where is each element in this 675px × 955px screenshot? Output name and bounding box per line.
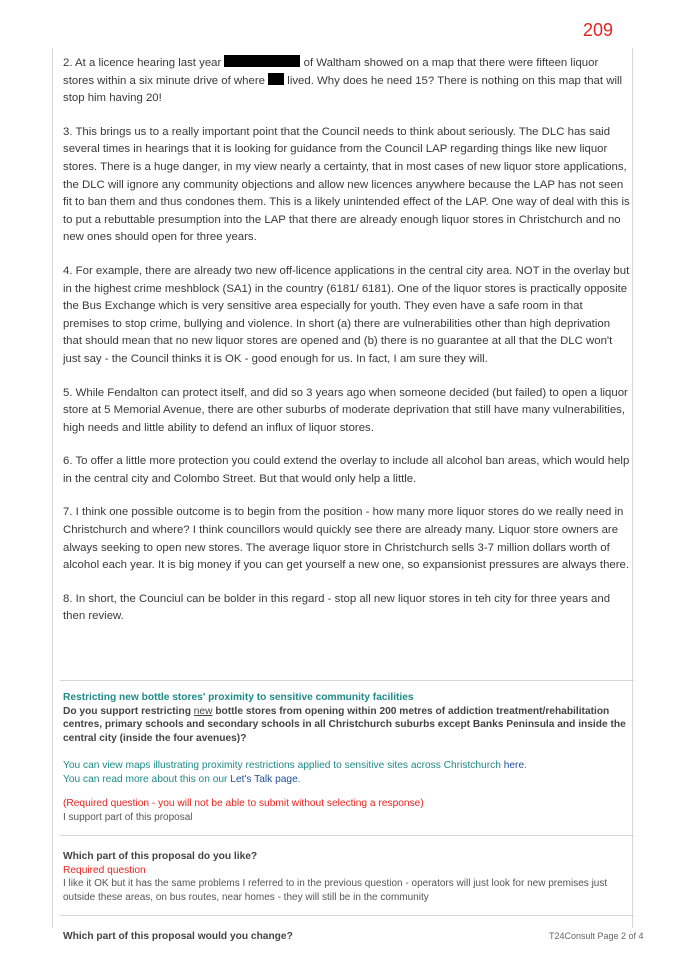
- redaction-box: [224, 55, 300, 67]
- lets-talk-link[interactable]: Let's Talk page: [230, 773, 298, 785]
- page-number: 209: [583, 20, 614, 40]
- paragraph-2-part-a: 2. At a licence hearing last year: [63, 57, 222, 69]
- response-answer: I support part of this proposal: [63, 811, 193, 823]
- right-border: [632, 48, 633, 928]
- lets-talk-info: You can read more about this on our Let's Talk page.: [63, 773, 301, 785]
- paragraph-4: 4. For example, there are already two new off-licence applications in the central city area. NOT in the overlay but in the highest crime meshblock (SA1) in the country (6181/ 6181). One of the liquor stores is practically opposite the Bus Exchange which is very sensitive area especially for youth. They even have a safe room in that premises to stop crime, bullying and violence. In short (a) there are vulnerabilities other than high deprivation that should mean that no new liquor stores are opened and (b) there is no guarantee at all that the DLC won't just say - the Council thinks it is OK - good enough for us. In fact, I am sure they will.: [63, 264, 630, 365]
- redaction-box: [268, 73, 284, 85]
- maps-here-link[interactable]: here: [503, 760, 525, 772]
- paragraph-2-part-b: of Waltham showed on a map that there were fifteen liquor stores within a six minute drive of where: [63, 57, 599, 87]
- submission-content: [63, 55, 631, 944]
- question-change: [63, 916, 631, 944]
- paragraph-2: [63, 55, 631, 108]
- question-title: Which part of this proposal do you like?: [63, 851, 258, 863]
- question-text: Do you support restricting new bottle stores from opening within 200 metres of addiction treatment/rehabilitation centres, primary schools and secondary schools in all Christchurch suburbs except Banks Peninsula and inside the central city (inside the four avenues)?: [63, 705, 626, 744]
- response-answer: I like it OK but it has the same problems I referred to in the previous question - operators will just look for new premises just outside these areas, on bus routes, near homes - they will still be in the community: [63, 878, 608, 903]
- paragraph-3: 3. This brings us to a really important point that the Council needs to think about seriously. The DLC has said several times in hearings that it is looking for guidance from the Council LAP regarding things like new liquor stores. There is a huge danger, in my view nearly a certainty, that in most cases of new liquor store applications, the DLC will ignore any community objections and allow new licences anywhere because the LAP has not seen fit to ban them and thus condones them. This is a likely unintended effect of the LAP. One way of deal with this is to put a rebuttable presumption into the LAP that there are already enough liquor stores in Christchurch and no new ones should open for three years.: [63, 125, 630, 244]
- question-proximity: [63, 692, 631, 824]
- paragraph-7: 7. I think one possible outcome is to begin from the position - how many more liquor stores do we really need in Christchurch and where? I think councillors would quickly see there are already many. Liquor store owners are always seeking to open new stores. The average liquor store in Christchurch sells 3-7 million dollars worth of alcohol each year. It is big money if you can get yourself a new one, so expansionist pressures are always there.: [63, 506, 630, 572]
- paragraph-6: 6. To offer a little more protection you could extend the overlay to include all alcohol ban areas, which would help in the central city and Colombo Street. But that would only help a little.: [63, 455, 630, 485]
- required-label: Required question: [63, 864, 146, 876]
- maps-info: You can view maps illustrating proximity restrictions applied to sensitive sites across Christchurch here.: [63, 760, 527, 772]
- question-title: Which part of this proposal would you change?: [63, 931, 293, 943]
- paragraph-5: 5. While Fendalton can protect itself, and did so 3 years ago when someone decided (but failed) to open a liquor store at 5 Memorial Avenue, there are other suburbs of moderate deprivation that still have many vulnerabilities, high needs and little ability to defend an influx of liquor stores.: [63, 386, 628, 434]
- question-title: Restricting new bottle stores' proximity to sensitive community facilities: [63, 692, 414, 704]
- section-divider: [60, 680, 634, 681]
- question-like: [63, 836, 631, 904]
- paragraph-2-part-c: lived. Why does he need 15? There is nothing on this map that will stop him having 20!: [63, 74, 623, 105]
- required-note: (Required question - you will not be able to submit without selecting a response): [63, 798, 424, 810]
- paragraph-8: 8. In short, the Counciul can be bolder in this regard - stop all new liquor stores in teh city for three years and then review.: [63, 592, 611, 623]
- page-footer: T24Consult Page 2 of 4: [549, 931, 644, 941]
- left-border: [52, 48, 53, 928]
